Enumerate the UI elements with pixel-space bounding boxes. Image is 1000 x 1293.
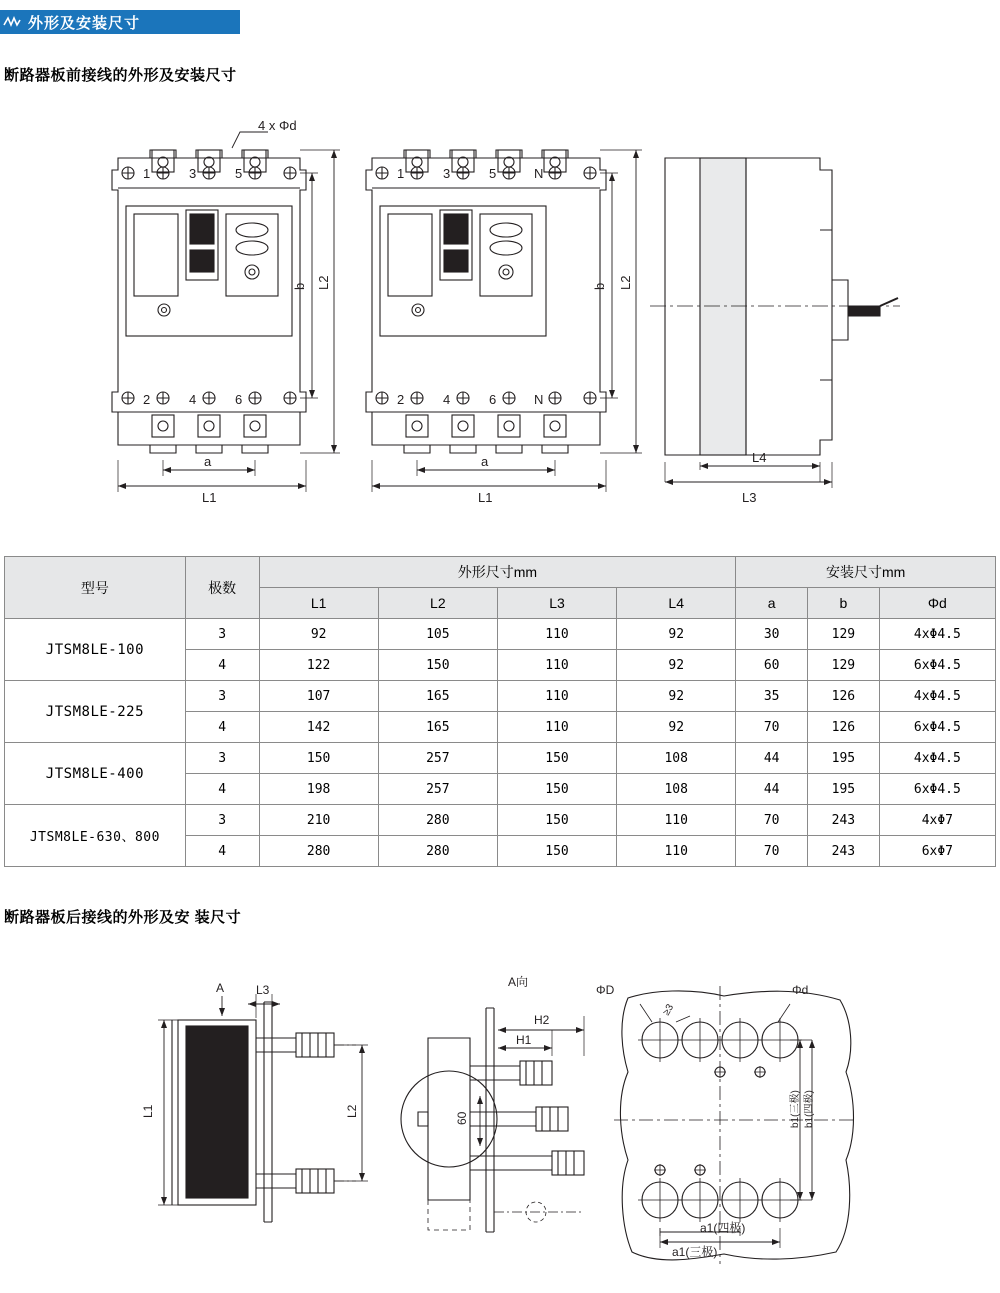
cell-L3: 110 — [497, 650, 616, 681]
cell-L2: 165 — [378, 681, 497, 712]
cell-L2: 105 — [378, 619, 497, 650]
cell-phid: 6xΦ4.5 — [879, 712, 995, 743]
cell-L2: 280 — [378, 805, 497, 836]
cell-L3: 150 — [497, 836, 616, 867]
label-phid2: Φd — [792, 983, 809, 997]
label-bn: N — [534, 392, 544, 407]
label-H2: H2 — [534, 1013, 550, 1027]
cell-phid: 6xΦ7 — [879, 836, 995, 867]
table-row — [5, 681, 996, 712]
label-L2-left: L2 — [316, 275, 331, 290]
label-L1-mid: L1 — [478, 490, 493, 505]
cell-L3: 150 — [497, 743, 616, 774]
label-t5b: 5 — [489, 166, 497, 181]
th-model: 型号 — [5, 557, 186, 619]
cell-phid: 4xΦ4.5 — [879, 681, 995, 712]
label-b2: 2 — [143, 392, 151, 407]
label-b4: 4 — [189, 392, 197, 407]
label-hole-note: 4 x Φd — [258, 118, 297, 133]
label-L1b: L1 — [141, 1104, 155, 1118]
th-L3: L3 — [497, 588, 616, 619]
th-a: a — [736, 588, 808, 619]
front-wiring-diagram — [0, 110, 1000, 510]
th-b: b — [808, 588, 880, 619]
wave-icon — [0, 10, 24, 34]
cell-poles: 4 — [185, 836, 259, 867]
cell-a: 44 — [736, 774, 808, 805]
cell-L4: 92 — [617, 712, 736, 743]
label-tn: N — [534, 166, 544, 181]
label-t5: 5 — [235, 166, 243, 181]
cell-b: 243 — [808, 805, 880, 836]
label-b-left: b — [292, 282, 307, 290]
cell-model: JTSM8LE-400 — [5, 743, 186, 805]
cell-phid: 4xΦ7 — [879, 805, 995, 836]
label-L3: L3 — [742, 490, 757, 505]
cell-L2: 257 — [378, 743, 497, 774]
cell-phid: 6xΦ4.5 — [879, 774, 995, 805]
th-outline: 外形尺寸mm — [259, 557, 736, 588]
cell-model: JTSM8LE-225 — [5, 681, 186, 743]
cell-poles: 3 — [185, 619, 259, 650]
cell-model: JTSM8LE-630、800 — [5, 805, 186, 867]
cell-b: 126 — [808, 681, 880, 712]
label-b1-four: b1(四极) — [804, 1090, 815, 1128]
cell-L1: 150 — [259, 743, 378, 774]
dimensions-table-wrap — [4, 556, 996, 867]
label-A-direction: A向 — [508, 975, 529, 989]
cell-b: 129 — [808, 619, 880, 650]
cell-L1: 142 — [259, 712, 378, 743]
cell-b: 195 — [808, 743, 880, 774]
th-L4: L4 — [617, 588, 736, 619]
th-phid: Φd — [879, 588, 995, 619]
th-L1: L1 — [259, 588, 378, 619]
label-H1: H1 — [516, 1033, 532, 1047]
page-title: 外形及安装尺寸 — [28, 14, 141, 32]
label-L1-left: L1 — [202, 490, 217, 505]
table-row — [5, 743, 996, 774]
cell-poles: 4 — [185, 712, 259, 743]
label-t3b: 3 — [443, 166, 451, 181]
cell-a: 70 — [736, 836, 808, 867]
table-row — [5, 619, 996, 650]
cell-L4: 110 — [617, 805, 736, 836]
cell-a: 44 — [736, 743, 808, 774]
cell-L4: 92 — [617, 650, 736, 681]
label-b4b: 4 — [443, 392, 451, 407]
cell-L2: 257 — [378, 774, 497, 805]
cell-L3: 110 — [497, 619, 616, 650]
label-gte3: ≥3 — [661, 1002, 677, 1018]
label-b6b: 6 — [489, 392, 497, 407]
cell-L1: 210 — [259, 805, 378, 836]
th-poles: 极数 — [185, 557, 259, 619]
section-header-bar — [0, 10, 240, 34]
cell-L1: 280 — [259, 836, 378, 867]
cell-L4: 92 — [617, 619, 736, 650]
cell-a: 70 — [736, 712, 808, 743]
cell-a: 70 — [736, 805, 808, 836]
label-t3: 3 — [189, 166, 197, 181]
cell-a: 30 — [736, 619, 808, 650]
cell-L1: 122 — [259, 650, 378, 681]
cell-L1: 107 — [259, 681, 378, 712]
cell-a: 60 — [736, 650, 808, 681]
label-b2b: 2 — [397, 392, 405, 407]
th-L2: L2 — [378, 588, 497, 619]
rear-wiring-title: 断路器板后接线的外形及安 装尺寸 — [4, 909, 242, 926]
label-a1-four: a1(四极) — [700, 1221, 746, 1235]
table-header-row-1 — [5, 557, 996, 588]
th-mount: 安装尺寸mm — [736, 557, 996, 588]
cell-poles: 4 — [185, 650, 259, 681]
cell-poles: 3 — [185, 805, 259, 836]
label-L2-mid: L2 — [618, 275, 633, 290]
cell-L1: 92 — [259, 619, 378, 650]
cell-phid: 6xΦ4.5 — [879, 650, 995, 681]
cell-b: 129 — [808, 650, 880, 681]
table-row — [5, 805, 996, 836]
cell-phid: 4xΦ4.5 — [879, 619, 995, 650]
cell-L4: 92 — [617, 681, 736, 712]
front-wiring-title: 断路器板前接线的外形及安装尺寸 — [4, 67, 237, 84]
label-a-mid: a — [481, 454, 489, 469]
rear-wiring-diagram — [0, 960, 1000, 1290]
cell-L3: 150 — [497, 805, 616, 836]
label-t1b: 1 — [397, 166, 405, 181]
cell-L3: 110 — [497, 712, 616, 743]
cell-L1: 198 — [259, 774, 378, 805]
label-b6: 6 — [235, 392, 243, 407]
label-b-mid: b — [592, 282, 607, 290]
cell-poles: 4 — [185, 774, 259, 805]
label-L3b: L3 — [256, 983, 270, 997]
cell-b: 243 — [808, 836, 880, 867]
cell-poles: 3 — [185, 681, 259, 712]
label-a-left: a — [204, 454, 212, 469]
cell-L3: 110 — [497, 681, 616, 712]
label-L2b: L2 — [345, 1104, 359, 1118]
cell-poles: 3 — [185, 743, 259, 774]
cell-L2: 280 — [378, 836, 497, 867]
cell-L4: 108 — [617, 774, 736, 805]
cell-L4: 110 — [617, 836, 736, 867]
cell-L3: 150 — [497, 774, 616, 805]
label-A: A — [216, 981, 225, 995]
cell-b: 126 — [808, 712, 880, 743]
cell-a: 35 — [736, 681, 808, 712]
cell-phid: 4xΦ4.5 — [879, 743, 995, 774]
cell-L2: 150 — [378, 650, 497, 681]
cell-L2: 165 — [378, 712, 497, 743]
cell-L4: 108 — [617, 743, 736, 774]
cell-model: JTSM8LE-100 — [5, 619, 186, 681]
label-b1-three: b1(三极) — [790, 1090, 801, 1128]
label-a1-three: a1(三极) — [672, 1245, 718, 1259]
dimensions-table — [4, 556, 996, 867]
label-t1: 1 — [143, 166, 151, 181]
cell-b: 195 — [808, 774, 880, 805]
label-L4: L4 — [752, 450, 767, 465]
label-phiD: ΦD — [596, 983, 615, 997]
label-60: 60 — [455, 1111, 469, 1125]
